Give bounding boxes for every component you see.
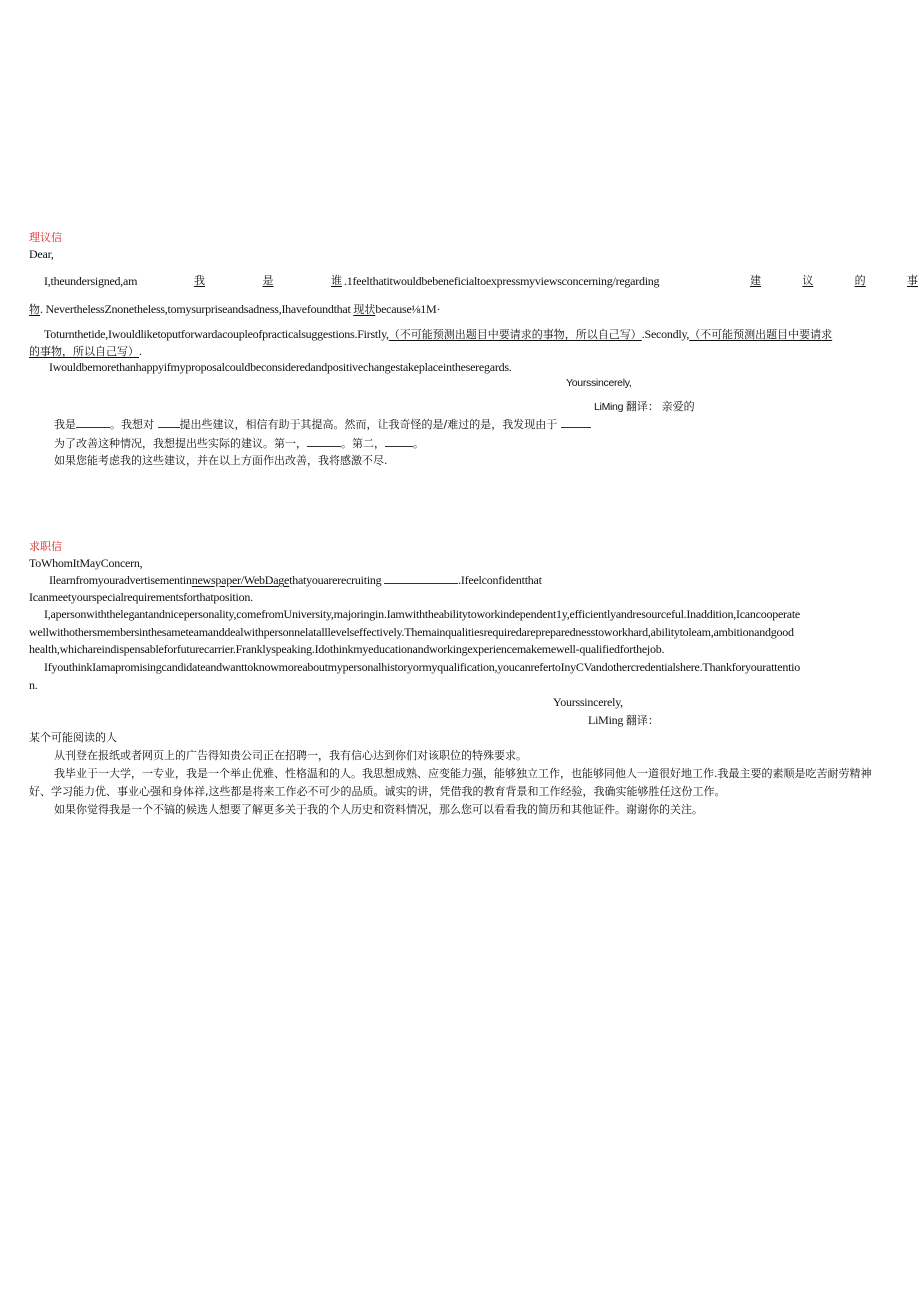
blank-underline — [158, 416, 180, 428]
blank-underline — [76, 416, 110, 428]
letter1-p3: Iwouldbemorethanhappyifmyproposalcouldbeconsideredandpositivechangestakeplaceintheseregards. — [49, 360, 512, 374]
letter1-p2-line1: Toturnthetide,Iwouldliketoputforwardacoupleofpracticalsuggestions.Firstly,（不可能预测出题目中要请求的事物，所以自己写）.Secondly,（不可能预测出题目中要请求 — [44, 327, 833, 341]
letter1-p1-who: 我 是 谁 — [194, 274, 342, 287]
letter1-translation-3: 如果您能考虑我的这些建议，并在以上方面作出改善，我将感激不尽. — [54, 454, 388, 467]
letter1-translation-1: 我是 。我想对 提出些建议，相信有助于其提高。然而，让我奇怪的是/难过的是，我发现由于 — [54, 416, 591, 433]
letter1-closing: Yourssincerely, — [566, 377, 632, 389]
letter1-signature-line: LiMing 翻译： 亲爱的 — [594, 400, 695, 413]
letter1-p1-line2: 物. NeverthelessZnonetheless,tomysurpriseandsadness,Ihavefoundthat 现状because⅛1M· — [29, 302, 441, 316]
letter2-p1-line2: Icanmeetyourspecialrequirementsforthatposition. — [29, 590, 253, 604]
letter2-translation-2b: 好、学习能力优、事业心强和身体祥,这些都是将来工作必不可少的品质。诚实的讲，凭借我的教育背景和工作经验，我确实能够胜任这份工作。 — [29, 785, 726, 798]
blank-underline — [561, 416, 591, 428]
letter2-signature-line: LiMing 翻译： — [588, 713, 659, 727]
letter2-translation-1: 从刊登在报纸或者网页上的广告得知贵公司正在招聘一，我有信心达到你们对该职位的特殊要求。 — [54, 749, 527, 762]
letter2-salutation: ToWhomItMayConcern, — [29, 556, 143, 570]
letter1-p1-mid: .1feelthatitwouldbebeneficialtoexpressmyviewsconcerning/regarding — [344, 274, 660, 288]
section-heading-letter1: 理议信 — [29, 231, 62, 244]
letter1-salutation: Dear, — [29, 247, 54, 261]
letter2-p1-line1: Ilearnfromyouradvertisementinnewspaper/WebDagethatyouarerecruiting .Ifeelconfidentthat — [49, 573, 542, 587]
letter2-translation-2a: 我毕业于一大学，一专业，我是一个举止优雅、性格温和的人。我思想成熟、应变能力强，能够独立工作，也能够同他人一道很好地工作.我最主要的素顺是吃苦耐劳精神 — [54, 767, 872, 780]
blank-underline — [307, 435, 341, 447]
letter2-p2-line1: I,apersonwiththelegantandnicepersonality,comefromUniversity,majoringin.Iamwiththeabilitytoworkindependent1y,efficientlyandresourceful.Inaddition,Icancooperate — [44, 607, 801, 621]
letter2-translation-3: 如果你觉得我是一个不镐的候选人想要了解更多关于我的个人历史和资料情况，那么您可以看看我的简历和其他证件。谢谢你的关注。 — [54, 803, 703, 816]
section-heading-letter2: 求职信 — [29, 540, 62, 553]
letter2-translation-salutation: 某个可能阅读的人 — [29, 731, 117, 744]
letter2-p3-line1: IfyouthinkIamapromisingcandidateandwanttoknowmoreaboutmypersonalhistoryormyqualification,youcanrefertoInyCVandothercredentialshere.Thankforyourattentio — [44, 660, 800, 674]
letter1-p1-start: I,theundersigned,am — [44, 274, 138, 288]
blank-underline — [385, 435, 413, 447]
letter1-p2-line2: 的事物，所以自己写）. — [29, 344, 142, 358]
letter2-p3-line2: n. — [29, 678, 38, 692]
blank-underline — [384, 572, 458, 584]
letter1-translation-2: 为了改善这种情况，我想提出些实际的建议。第一， 。第二， 。 — [54, 437, 424, 450]
letter1-p1-topic: 建 议 的 事 — [750, 274, 918, 287]
letter2-p2-line2: wellwithothersmembersinthesameteamanddealwithpersonnelatalllevelseffectively.Themainqualitiesrequiredarepreparednesstoworkhard,abilitytoleam,ambitionandgood — [29, 625, 794, 639]
letter2-closing: Yourssincerely, — [553, 695, 623, 709]
letter2-p2-line3: health,whichareindispensableforfuturecarrier.Franklyspeaking.Idothinkmyeducationandworkingexperiencemakemewell-qualifiedforthejob. — [29, 642, 665, 656]
